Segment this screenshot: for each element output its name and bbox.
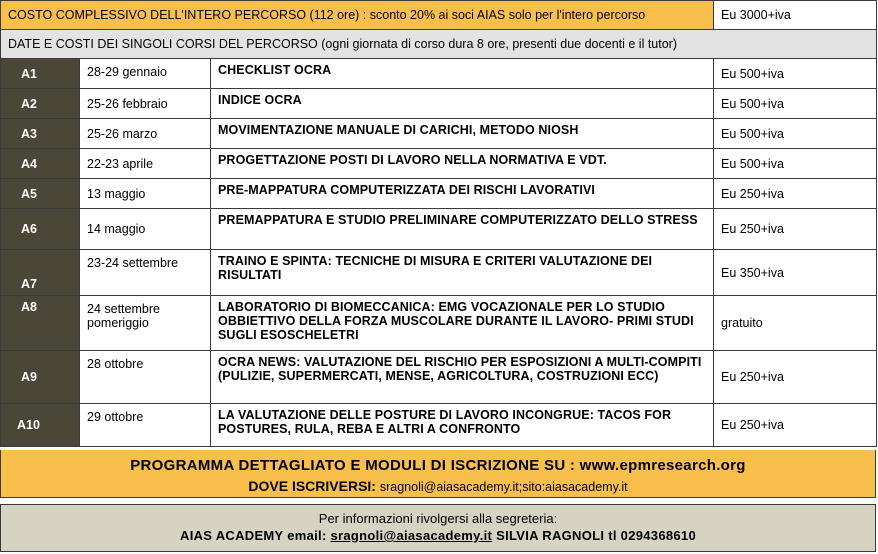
table-row — [1, 296, 877, 351]
course-code: A5 — [1, 179, 80, 209]
total-cost-price: Eu 3000+iva — [714, 1, 877, 30]
course-date: 23-24 settembre — [80, 250, 211, 296]
course-code: A4 — [1, 149, 80, 179]
where-value[interactable]: sragnoli@aiasacademy.it;sito:aiasacademy.it — [379, 480, 628, 494]
course-price: Eu 500+iva — [714, 119, 877, 149]
total-cost-label: COSTO COMPLESSIVO DELL'INTERO PERCORSO (112 ore) : sconto 20% ai soci AIAS solo per l'intero percorso — [1, 1, 714, 30]
contact-email-link[interactable]: sragnoli@aiasacademy.it — [330, 528, 493, 543]
course-date: 24 settembre pomeriggio — [80, 296, 211, 351]
course-code: A1 — [1, 59, 80, 89]
registration-banner — [0, 450, 876, 498]
course-date: 25-26 marzo — [80, 119, 211, 149]
course-price: Eu 250+iva — [714, 351, 877, 404]
course-title: INDICE OCRA — [211, 89, 714, 119]
contact-prefix: AIAS ACADEMY email: — [180, 528, 327, 543]
table-row — [1, 149, 877, 179]
program-link-line[interactable]: PROGRAMMA DETTAGLIATO E MODULI DI ISCRIZIONE SU : www.epmresearch.org — [130, 457, 746, 474]
course-price: Eu 350+iva — [714, 250, 877, 296]
course-date: 28-29 gennaio — [80, 59, 211, 89]
where-label: DOVE ISCRIVERSI: — [248, 478, 376, 494]
table-row — [1, 59, 877, 89]
table-row — [1, 209, 877, 250]
contact-suffix: SILVIA RAGNOLI tl 0294368610 — [496, 528, 696, 543]
course-price: Eu 250+iva — [714, 404, 877, 447]
course-code: A9 — [1, 351, 80, 404]
course-price: Eu 250+iva — [714, 209, 877, 250]
info-line: Per informazioni rivolgersi alla segreteria: — [318, 511, 558, 526]
course-code: A8 — [1, 296, 80, 351]
course-price: Eu 500+iva — [714, 59, 877, 89]
table-subtitle: DATE E COSTI DEI SINGOLI CORSI DEL PERCORSO (ogni giornata di corso dura 8 ore, presenti due docenti e il tutor) — [1, 30, 877, 59]
total-cost-row — [1, 1, 877, 30]
course-date: 22-23 aprile — [80, 149, 211, 179]
table-row — [1, 179, 877, 209]
course-price: gratuito — [714, 296, 877, 351]
course-title: PRE-MAPPATURA COMPUTERIZZATA DEI RISCHI LAVORATIVI — [211, 179, 714, 209]
course-code: A6 — [1, 209, 80, 250]
course-code: A10 — [1, 404, 80, 447]
where-to-register-line — [1, 474, 875, 494]
course-title: MOVIMENTAZIONE MANUALE DI CARICHI, METODO NIOSH — [211, 119, 714, 149]
course-date: 14 maggio — [80, 209, 211, 250]
course-title: CHECKLIST OCRA — [211, 59, 714, 89]
course-price: Eu 500+iva — [714, 149, 877, 179]
course-code: A7 — [1, 250, 80, 296]
course-date: 25-26 febbraio — [80, 89, 211, 119]
table-row — [1, 119, 877, 149]
course-price: Eu 250+iva — [714, 179, 877, 209]
table-row — [1, 404, 877, 447]
course-title: LABORATORIO DI BIOMECCANICA: EMG VOCAZIONALE PER LO STUDIO OBBIETTIVO DELLA FORZA MUSCOLARE DURANTE IL LAVORO- PRIMI STUDI SUGLI ESOSCHELETRI — [211, 296, 714, 351]
course-date: 28 ottobre — [80, 351, 211, 404]
course-date: 29 ottobre — [80, 404, 211, 447]
table-row — [1, 250, 877, 296]
table-row — [1, 351, 877, 404]
course-price: Eu 500+iva — [714, 89, 877, 119]
course-title: PREMAPPATURA E STUDIO PRELIMINARE COMPUTERIZZATO DELLO STRESS — [211, 209, 714, 250]
subtitle-row — [1, 30, 877, 59]
course-code: A3 — [1, 119, 80, 149]
course-title: OCRA NEWS: VALUTAZIONE DEL RISCHIO PER ESPOSIZIONI A MULTI-COMPITI (PULIZIE, SUPERMERCATI, MENSE, AGRICOLTURA, COSTRUZIONI ECC) — [211, 351, 714, 404]
course-code: A2 — [1, 89, 80, 119]
contact-line — [1, 526, 875, 543]
course-title: PROGETTAZIONE POSTI DI LAVORO NELLA NORMATIVA E VDT. — [211, 149, 714, 179]
course-title: TRAINO E SPINTA: TECNICHE DI MISURA E CRITERI VALUTAZIONE DEI RISULTATI — [211, 250, 714, 296]
table-row — [1, 89, 877, 119]
contact-banner — [0, 504, 876, 552]
course-title: LA VALUTAZIONE DELLE POSTURE DI LAVORO INCONGRUE: TACOS FOR POSTURES, RULA, REBA E ALTRI A CONFRONTO — [211, 404, 714, 447]
course-date: 13 maggio — [80, 179, 211, 209]
